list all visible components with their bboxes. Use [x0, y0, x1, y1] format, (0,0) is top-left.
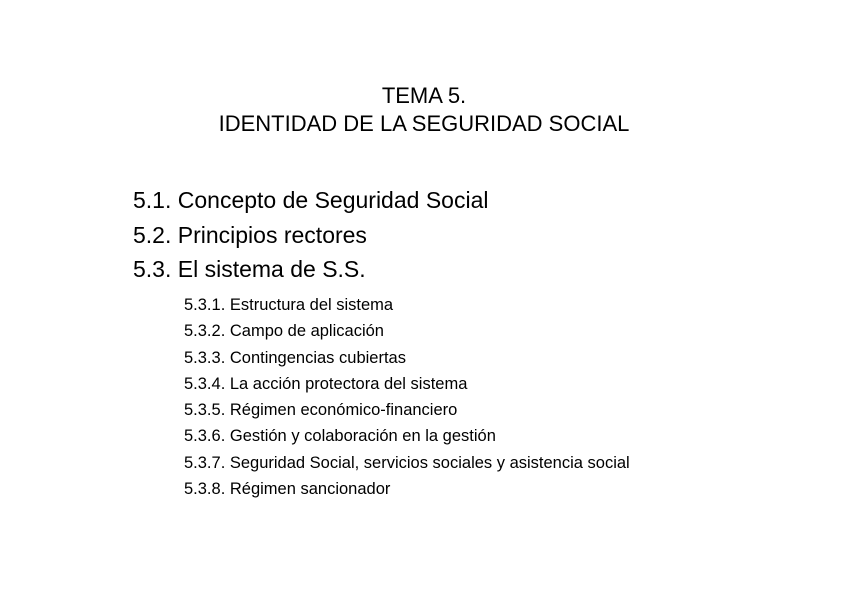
subsection-item: 5.3.7. Seguridad Social, servicios sociales y asistencia social: [184, 453, 630, 472]
subsection-item: 5.3.4. La acción protectora del sistema: [184, 374, 468, 393]
section-item: 5.1. Concepto de Seguridad Social: [133, 187, 489, 213]
subsection-item: 5.3.3. Contingencias cubiertas: [184, 348, 406, 367]
subsection-list: [184, 292, 630, 502]
subsection-item: 5.3.1. Estructura del sistema: [184, 296, 394, 314]
title-line-topic: TEMA 5.: [381, 83, 467, 108]
slide-title: [0, 82, 848, 138]
section-item: 5.2. Principios rectores: [133, 221, 367, 248]
subsection-item: 5.3.2. Campo de aplicación: [184, 322, 384, 341]
subsection-item: 5.3.5. Régimen económico-financiero: [184, 401, 458, 420]
title-line-heading: IDENTIDAD DE LA SEGURIDAD SOCIAL: [218, 111, 630, 136]
section-list: [133, 183, 488, 287]
section-item: 5.3. El sistema de S.S.: [133, 256, 366, 282]
subsection-item: 5.3.6. Gestión y colaboración en la gestión: [184, 427, 496, 446]
subsection-item: 5.3.8. Régimen sancionador: [184, 480, 391, 499]
